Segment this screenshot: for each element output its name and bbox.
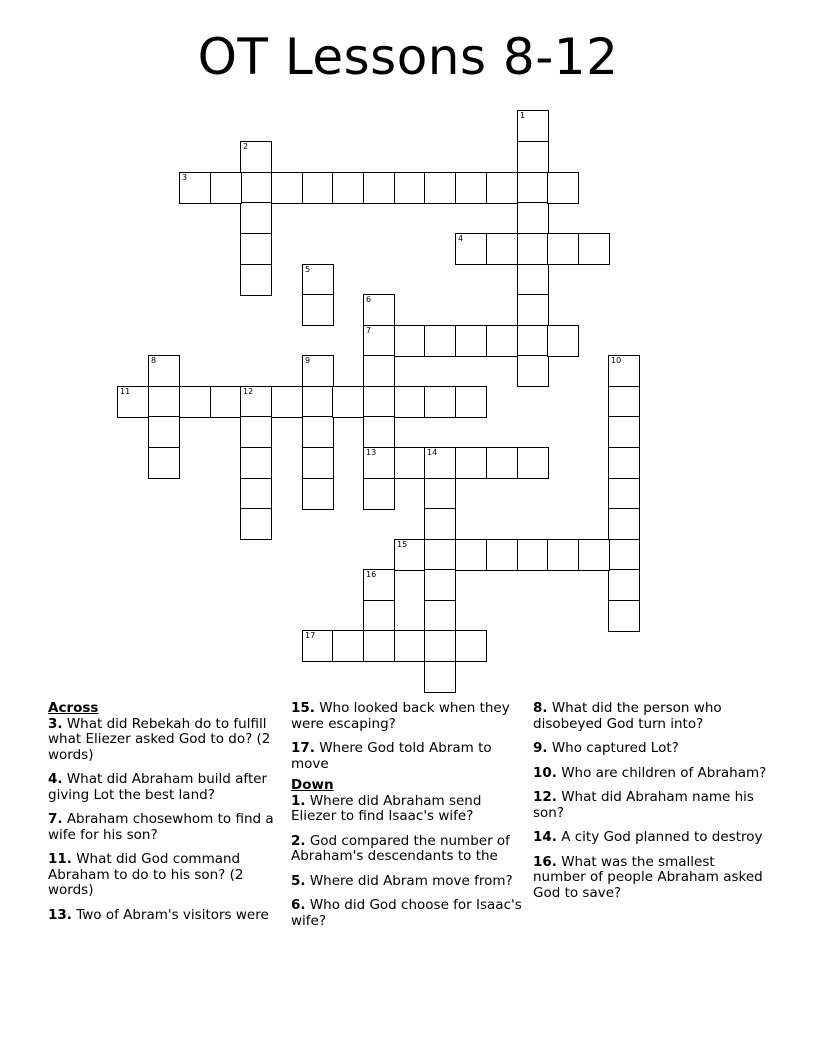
grid-cell[interactable] (424, 661, 456, 693)
grid-cell[interactable] (394, 386, 426, 418)
clue-number: 12 (243, 387, 254, 396)
grid-cell[interactable] (363, 600, 395, 632)
grid-cell[interactable] (302, 294, 334, 326)
grid-cell[interactable] (363, 386, 395, 418)
clues-column-3 (533, 701, 771, 910)
grid-cell[interactable] (608, 569, 640, 601)
grid-cell[interactable] (424, 325, 456, 357)
grid-cell[interactable] (302, 478, 334, 510)
grid-cell[interactable] (517, 355, 549, 387)
clue-item (48, 812, 286, 843)
clue-item (291, 834, 529, 865)
clue-item (48, 852, 286, 899)
clue-text: What did Abraham build after giving Lot the best land? (48, 771, 268, 803)
grid-cell[interactable] (117, 386, 149, 418)
clue-item (291, 741, 529, 772)
grid-cell[interactable] (547, 539, 579, 571)
grid-cell[interactable] (302, 447, 334, 479)
grid-cell[interactable] (240, 386, 272, 418)
clue-number: 7 (366, 326, 372, 335)
grid-cell[interactable] (486, 447, 518, 479)
clue-item (291, 794, 529, 825)
clue-number-label: 5. (291, 872, 306, 889)
clue-number: 6 (366, 295, 372, 304)
grid-cell[interactable] (271, 172, 303, 204)
clue-item (48, 717, 286, 764)
clue-number-label: 10. (533, 764, 557, 781)
clue-number: 2 (243, 142, 249, 151)
grid-cell[interactable] (240, 264, 272, 296)
grid-cell[interactable] (455, 325, 487, 357)
clue-number: 9 (305, 356, 311, 365)
clue-item (48, 908, 286, 924)
grid-cell[interactable] (363, 447, 395, 479)
clue-item (291, 701, 529, 732)
grid-cell[interactable] (363, 630, 395, 662)
grid-cell[interactable] (455, 172, 487, 204)
clue-number-label: 9. (533, 740, 548, 756)
clue-item (533, 855, 771, 902)
clue-number-label: 15. (291, 700, 315, 716)
clue-item (291, 898, 529, 929)
clue-number: 3 (182, 173, 188, 182)
grid-cell[interactable] (424, 172, 456, 204)
clue-number-label: 2. (291, 832, 306, 849)
grid-cell[interactable] (363, 172, 395, 204)
across-header: Across (48, 700, 99, 716)
grid-cell[interactable] (517, 172, 549, 204)
grid-cell[interactable] (424, 600, 456, 632)
clue-text: A city God planned to destroy (556, 829, 763, 845)
down-clue-list (291, 794, 529, 930)
clue-text: Where did Abraham send Eliezer to find Isaac's wife? (291, 792, 482, 824)
grid-cell[interactable] (302, 630, 334, 662)
grid-cell[interactable] (363, 355, 395, 387)
grid-cell[interactable] (240, 172, 272, 204)
grid-cell[interactable] (486, 539, 518, 571)
down-clue-list-continued (533, 701, 771, 901)
clue-number: 14 (427, 448, 438, 457)
grid-cell[interactable] (394, 447, 426, 479)
grid-cell[interactable] (332, 630, 364, 662)
grid-cell[interactable] (547, 233, 579, 265)
grid-cell[interactable] (517, 539, 549, 571)
grid-cell[interactable] (517, 233, 549, 265)
clue-text: Where did Abram move from? (305, 872, 513, 889)
grid-cell[interactable] (608, 478, 640, 510)
clue-number: 4 (458, 234, 464, 243)
grid-cell[interactable] (517, 110, 549, 142)
grid-cell[interactable] (424, 508, 456, 540)
clue-number: 15 (397, 540, 408, 549)
clue-number-label: 14. (533, 829, 557, 845)
clue-item (533, 830, 771, 846)
grid-cell[interactable] (517, 447, 549, 479)
grid-cell[interactable] (608, 539, 640, 571)
grid-cell[interactable] (608, 416, 640, 448)
grid-cell[interactable] (517, 202, 549, 234)
grid-cell[interactable] (424, 569, 456, 601)
clue-number-label: 12. (533, 789, 557, 805)
grid-cell[interactable] (363, 478, 395, 510)
clue-text: What did Abraham name his son? (533, 789, 754, 821)
grid-cell[interactable] (148, 386, 180, 418)
clue-item (533, 701, 771, 732)
clue-number-label: 8. (533, 700, 548, 716)
grid-cell[interactable] (517, 141, 549, 173)
clue-text: What did the person who disobeyed God turn into? (533, 700, 722, 732)
grid-cell[interactable] (179, 172, 211, 204)
grid-cell[interactable] (240, 202, 272, 234)
clue-number: 17 (305, 631, 316, 640)
grid-cell[interactable] (394, 172, 426, 204)
clue-number-label: 13. (48, 906, 72, 923)
grid-cell[interactable] (394, 539, 426, 571)
clue-number: 13 (366, 448, 377, 457)
grid-cell[interactable] (547, 172, 579, 204)
grid-cell[interactable] (148, 416, 180, 448)
grid-cell[interactable] (486, 233, 518, 265)
grid-cell[interactable] (578, 233, 610, 265)
grid-cell[interactable] (240, 447, 272, 479)
grid-cell[interactable] (240, 508, 272, 540)
grid-cell[interactable] (363, 416, 395, 448)
clue-number-label: 1. (291, 792, 306, 809)
grid-cell[interactable] (240, 233, 272, 265)
grid-cell[interactable] (578, 539, 610, 571)
clue-number-label: 17. (291, 740, 315, 756)
clue-item (533, 741, 771, 757)
grid-cell[interactable] (332, 172, 364, 204)
grid-cell[interactable] (302, 416, 334, 448)
grid-cell[interactable] (608, 447, 640, 479)
clue-number: 16 (366, 570, 377, 579)
grid-cell[interactable] (455, 386, 487, 418)
clues-column-1 (48, 701, 286, 932)
grid-cell[interactable] (394, 630, 426, 662)
clue-number: 1 (520, 111, 526, 120)
grid-cell[interactable] (148, 447, 180, 479)
puzzle-title: OT Lessons 8-12 (197, 28, 619, 86)
grid-cell[interactable] (363, 294, 395, 326)
clue-number-label: 4. (48, 771, 63, 787)
grid-cell[interactable] (240, 141, 272, 173)
clue-number: 10 (611, 356, 622, 365)
grid-cell[interactable] (608, 600, 640, 632)
clue-text: Two of Abram's visitors were (71, 906, 269, 923)
grid-cell[interactable] (424, 539, 456, 571)
grid-cell[interactable] (455, 233, 487, 265)
grid-cell[interactable] (363, 325, 395, 357)
grid-cell[interactable] (608, 355, 640, 387)
grid-cell[interactable] (210, 386, 242, 418)
clue-number-label: 6. (291, 897, 306, 913)
clue-text: Who looked back when they were escaping? (291, 700, 510, 732)
grid-cell[interactable] (424, 386, 456, 418)
clue-number: 5 (305, 265, 311, 274)
clue-text: God compared the number of Abraham's descendants to the (291, 832, 510, 864)
grid-cell[interactable] (455, 630, 487, 662)
grid-cell[interactable] (302, 172, 334, 204)
grid-cell[interactable] (517, 294, 549, 326)
clue-text: Where God told Abram to move (291, 740, 492, 772)
clue-item (533, 766, 771, 782)
grid-cell[interactable] (424, 630, 456, 662)
clue-text: What did God command Abraham to do to his son? (2 words) (48, 851, 244, 898)
grid-cell[interactable] (455, 539, 487, 571)
grid-cell[interactable] (240, 416, 272, 448)
across-clue-list (48, 717, 286, 924)
grid-cell[interactable] (424, 447, 456, 479)
clue-number-label: 3. (48, 715, 63, 732)
grid-cell[interactable] (148, 355, 180, 387)
grid-cell[interactable] (240, 478, 272, 510)
clue-number-label: 7. (48, 811, 63, 827)
grid-cell[interactable] (486, 325, 518, 357)
grid-cell[interactable] (271, 386, 303, 418)
grid-cell[interactable] (302, 386, 334, 418)
grid-cell[interactable] (455, 447, 487, 479)
grid-cell[interactable] (363, 569, 395, 601)
clue-text: Who did God choose for Isaac's wife? (291, 897, 522, 929)
grid-cell[interactable] (486, 172, 518, 204)
clue-text: Who captured Lot? (547, 740, 679, 756)
across-clue-list-continued (291, 701, 529, 772)
clue-item (291, 874, 529, 890)
clue-text: What did Rebekah do to fulfill what Eliezer asked God to do? (2 words) (48, 715, 271, 763)
clue-text: What was the smallest number of people Abraham asked God to save? (533, 853, 763, 901)
grid-cell[interactable] (394, 325, 426, 357)
clue-number-label: 11. (48, 851, 72, 867)
clue-text: Abraham chosewhom to find a wife for his son? (48, 811, 274, 843)
grid-cell[interactable] (424, 478, 456, 510)
clue-text: Who are children of Abraham? (556, 764, 767, 781)
clue-item (533, 790, 771, 821)
grid-cell[interactable] (210, 172, 242, 204)
clue-item (48, 772, 286, 803)
grid-cell[interactable] (547, 325, 579, 357)
grid-cell[interactable] (332, 386, 364, 418)
clue-number: 11 (120, 387, 131, 396)
down-header: Down (291, 777, 334, 793)
grid-cell[interactable] (302, 264, 334, 296)
clues-column-2 (291, 701, 529, 938)
grid-cell[interactable] (179, 386, 211, 418)
grid-cell[interactable] (517, 264, 549, 296)
grid-cell[interactable] (302, 355, 334, 387)
clue-number-label: 16. (533, 853, 557, 870)
grid-cell[interactable] (608, 508, 640, 540)
grid-cell[interactable] (517, 325, 549, 357)
clue-number: 8 (151, 356, 157, 365)
grid-cell[interactable] (608, 386, 640, 418)
